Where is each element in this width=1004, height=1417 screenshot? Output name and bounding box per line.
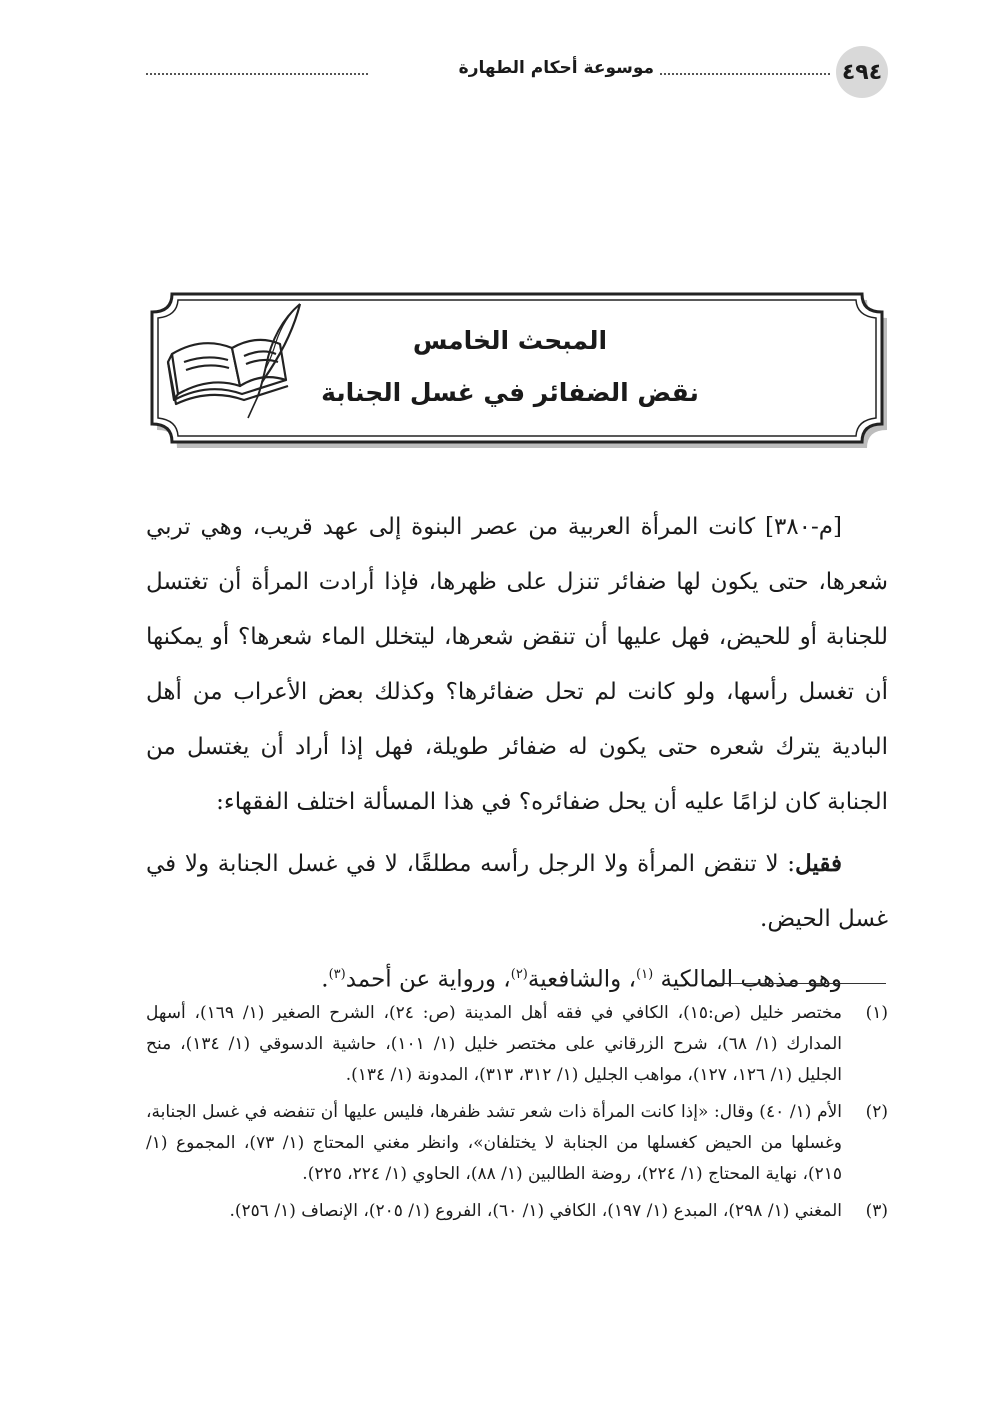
footnote-number: (١) <box>865 1003 888 1023</box>
chapter-label: المبحث الخامس <box>412 326 608 355</box>
footnote-number: (٢) <box>865 1102 888 1122</box>
footnote-3 <box>146 1196 888 1227</box>
footnote-text: المغني (١/ ٢٩٨)، المبدع (١/ ١٩٧)، الكافي (١/ ٦٠)، الفروع (١/ ٢٠٥)، الإنصاف (١/ ٢٥٦). <box>229 1201 842 1221</box>
page-header <box>146 46 888 98</box>
opinion-lead-word: فقيل <box>795 850 842 877</box>
footnote-text: مختصر خليل (ص:١٥)، الكافي في فقه أهل المدينة (ص: ٢٤)، الشرح الصغير (١/ ١٦٩)، أسهل المدارك (١/ ٦٨)، شرح الزرقاني على مختصر خليل (١/ ١٠١)، حاشية الدسوقي (١/ ١٣٤)، منح الجليل (١/ ١٢٦، ١٢٧)، مواهب الجليل (١/ ٣١٢، ٣١٣)، المدونة (١/ ١٣٤). <box>146 1003 842 1085</box>
opinion-text: : لا تنقض المرأة ولا الرجل رأسه مطلقًا، لا في غسل الجنابة ولا في غسل الحيض. <box>146 851 888 932</box>
footnotes <box>146 998 888 1233</box>
header-dotted-rule-right <box>660 73 830 75</box>
chapter-heading-frame <box>144 286 890 450</box>
header-dotted-rule-left <box>146 73 368 75</box>
running-title <box>453 58 660 78</box>
attribution-text-c: ، ورواية عن أحمد <box>345 966 511 993</box>
footnote-ref-1: (١) <box>636 967 654 982</box>
paragraph-intro: [م-٣٨٠] كانت المرأة العربية من عصر البنوة إلى عهد قريب، وهي تربي شعرها، حتى يكون لها ضفائر تنزل على ظهرها، فإذا أرادت المرأة أن تغتسل للجنابة أو للحيض، فهل عليها أن تنقض شعرها، ليتخلل الماء شعرها؟ أو يمكنها أن تغسل رأسها، ولو كانت لم تحل ضفائرها؟ وكذلك بعض الأعراب من أهل البادية يترك شعره حتى يكون له ضفائر طويلة، فهل إذا أراد أن يغتسل من الجنابة كان لزامًا عليه أن يحل ضفائره؟ في هذا المسألة اختلف الفقهاء: <box>146 514 888 815</box>
main-text <box>146 500 888 1008</box>
footnote-ref-2: (٢) <box>510 967 528 982</box>
footnote-2 <box>146 1097 888 1190</box>
chapter-title: نقض الضفائر في غسل الجنابة <box>321 378 699 407</box>
footnote-ref-3: (٣) <box>328 967 346 982</box>
footnote-number: (٣) <box>865 1201 888 1221</box>
page-number: ٤٩٤ <box>836 46 888 98</box>
attribution-text-b: ، والشافعية <box>527 966 637 993</box>
book-quill-icon <box>162 296 312 430</box>
paragraph-first-opinion <box>146 836 888 947</box>
attribution-text-d: . <box>321 966 329 993</box>
running-title-text: موسوعة أحكام الطهارة <box>453 58 660 78</box>
footnote-1 <box>146 998 888 1091</box>
footnote-separator <box>716 983 886 984</box>
attribution-text-a: وهو مذهب المالكية <box>653 966 842 993</box>
footnote-text: الأم (١/ ٤٠) وقال: «إذا كانت المرأة ذات شعر تشد ظفرها، فليس عليها أن تنفضه في غسل الجنابة، وغسلها من الحيض كغسلها من الجنابة لا يختلفان»، وانظر مغني المحتاج (١/ ٧٣)، المجموع (١/ ٢١٥)، نهاية المحتاج (١/ ٢٢٤)، روضة الطالبين (١/ ٨٨)، الحاوي (١/ ٢٢٤، ٢٢٥). <box>146 1102 843 1184</box>
